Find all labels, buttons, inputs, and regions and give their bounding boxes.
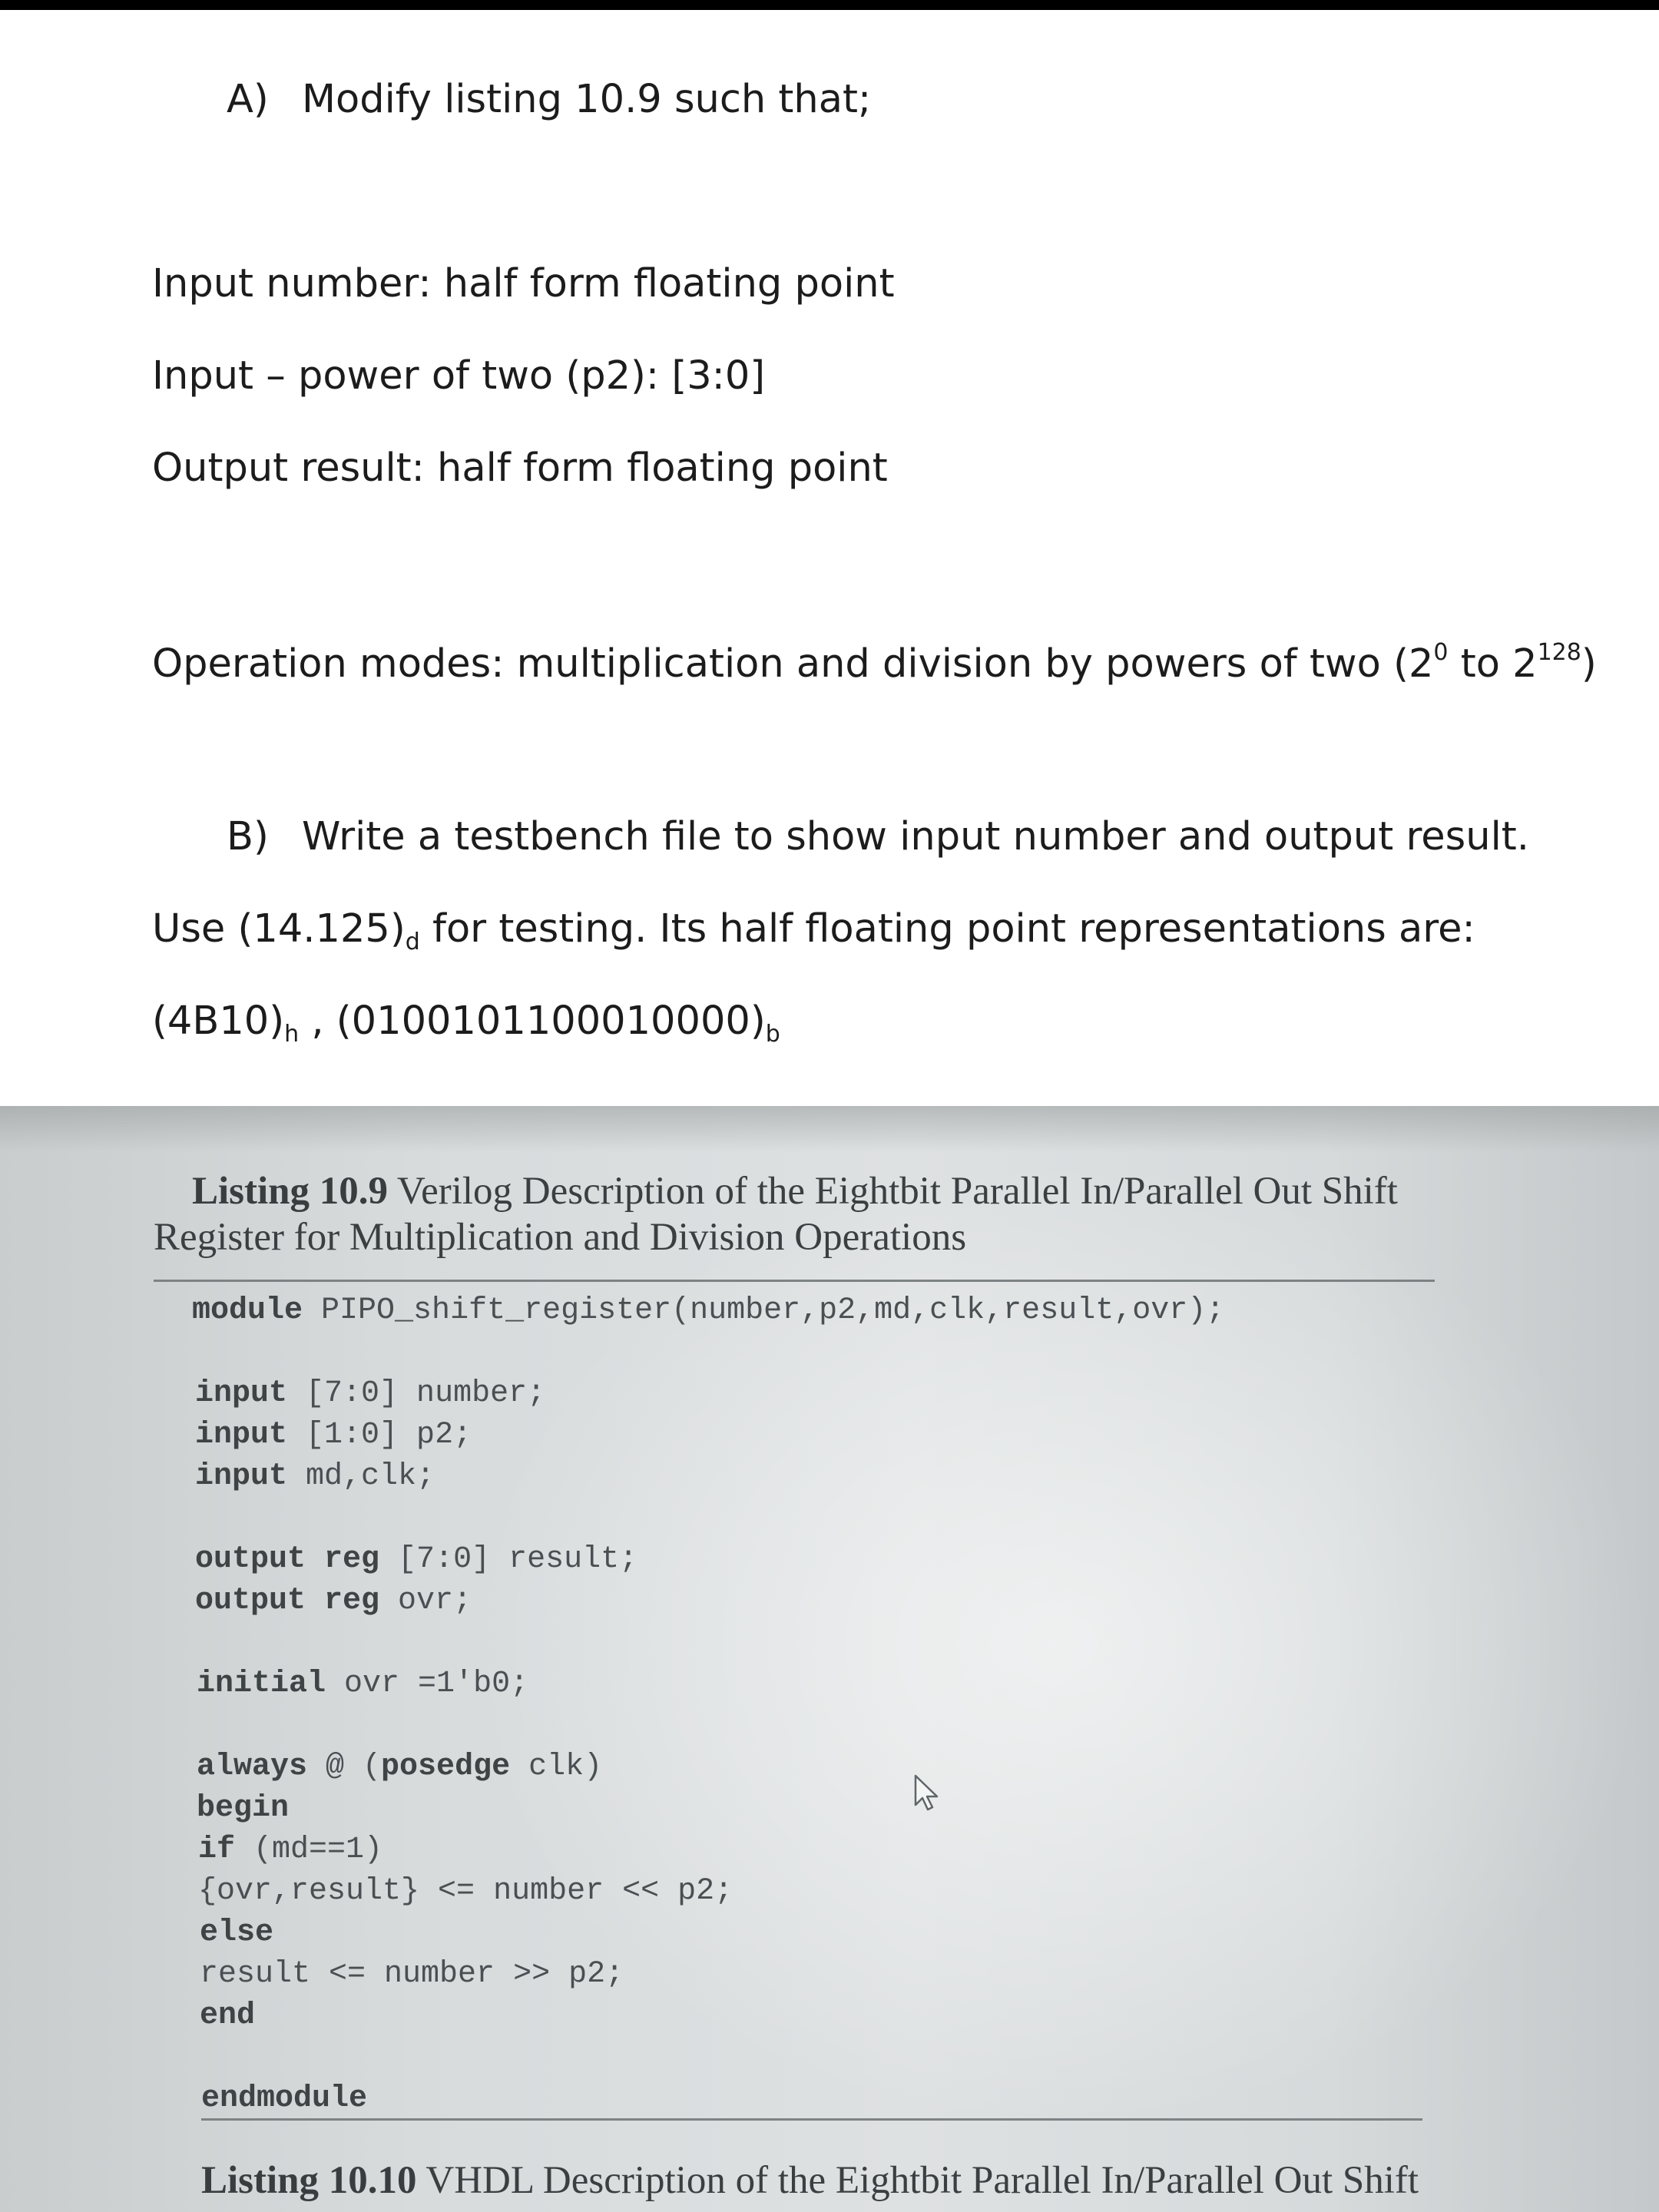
use-value-sub: d [405, 929, 420, 955]
repr-hex-sub: h [284, 1021, 300, 1048]
input-power-line: Input – power of two (p2): [3:0] [152, 353, 766, 399]
operation-modes-middle: to 2 [1448, 641, 1538, 687]
input-p2-decl: [1:0] p2; [287, 1418, 472, 1452]
repr-bin-sub: b [765, 1021, 780, 1048]
part-b-label: B) [227, 814, 269, 859]
part-a-label: A) [227, 77, 269, 122]
next-listing-caption-text: VHDL Description of the Eightbit Parallel In/Parallel Out Shift [416, 2159, 1419, 2202]
keyword-module: module [192, 1293, 303, 1328]
representation-line [152, 998, 780, 1058]
part-a-text: Modify listing 10.9 such that; [302, 77, 872, 122]
keyword-output-reg: output reg [195, 1584, 380, 1618]
operation-modes-exp2: 128 [1537, 639, 1581, 666]
use-value-prefix: Use (14.125) [152, 906, 406, 952]
keyword-posedge: posedge [381, 1750, 511, 1784]
keyword-initial: initial [197, 1667, 326, 1701]
code-line-else [200, 1912, 273, 1954]
input-md-clk-decl: md,clk; [287, 1459, 435, 1494]
output-result-decl: [7:0] result; [379, 1542, 638, 1577]
code-line-input-number [195, 1373, 545, 1415]
next-listing-caption-number: Listing 10.10 [201, 2159, 417, 2202]
operation-modes-suffix: ) [1581, 641, 1597, 687]
keyword-end: end [200, 1998, 256, 2033]
top-border [0, 0, 1659, 10]
operation-modes-exp1: 0 [1433, 639, 1449, 666]
part-b-heading [227, 814, 1529, 860]
input-number-line: Input number: half form floating point [152, 261, 895, 306]
operation-modes-prefix: Operation modes: multiplication and division by powers of two (2 [152, 641, 1434, 687]
code-line-output-result [195, 1539, 637, 1581]
code-line-output-ovr [195, 1581, 472, 1622]
code-line-input-md-clk [195, 1456, 435, 1498]
listing-caption-number: Listing 10.9 [192, 1170, 389, 1213]
repr-hex: (4B10) [152, 998, 285, 1044]
keyword-input: input [195, 1459, 288, 1494]
listing-photo [0, 1106, 1659, 2212]
output-result-line: Output result: half form floating point [152, 445, 888, 491]
if-condition: (md==1) [235, 1833, 383, 1867]
part-a-heading [227, 77, 871, 123]
part-b-text: Write a testbench file to show input number and output result. [302, 814, 1529, 859]
listing-caption-line2: Register for Multiplication and Division Operations [154, 1216, 967, 1259]
always-sensitivity-open: @ ( [307, 1750, 382, 1784]
input-number-decl: [7:0] number; [287, 1376, 546, 1411]
operation-modes-line [152, 630, 1597, 687]
keyword-output-reg: output reg [195, 1542, 380, 1577]
code-line-input-p2 [195, 1415, 472, 1456]
mouse-pointer-icon [912, 1773, 943, 1813]
keyword-always: always [197, 1750, 308, 1784]
keyword-input: input [195, 1418, 288, 1452]
code-line-endmodule [201, 2078, 367, 2120]
keyword-endmodule: endmodule [201, 2081, 368, 2116]
repr-bin: (0100101100010000) [336, 998, 766, 1044]
code-line-module [192, 1290, 1224, 1332]
module-declaration: PIPO_shift_register(number,p2,md,clk,result,ovr); [303, 1293, 1225, 1328]
code-line-end [200, 1995, 255, 2037]
listing-caption-line1 [192, 1169, 1398, 1214]
code-line-initial [197, 1664, 528, 1705]
code-line-shift-right: result <= number >> p2; [200, 1957, 624, 1992]
use-value-line [152, 906, 1475, 965]
repr-sep: , [299, 998, 336, 1044]
caption-divider [154, 1280, 1435, 1282]
next-listing-caption [201, 2158, 1419, 2203]
keyword-if: if [198, 1833, 236, 1867]
keyword-input: input [195, 1376, 288, 1411]
keyword-begin: begin [197, 1791, 290, 1826]
code-line-if [198, 1830, 382, 1871]
initial-statement: ovr =1'b0; [326, 1667, 529, 1701]
code-line-begin [197, 1788, 289, 1830]
keyword-else: else [200, 1916, 274, 1950]
code-line-always [197, 1747, 602, 1788]
listing-end-divider [201, 2118, 1422, 2121]
always-sensitivity-close: clk) [510, 1750, 603, 1784]
use-value-suffix: for testing. Its half floating point representations are: [419, 906, 1475, 952]
listing-caption-text: Verilog Description of the Eightbit Parallel In/Parallel Out Shift [388, 1170, 1398, 1213]
output-ovr-decl: ovr; [379, 1584, 472, 1618]
code-line-shift-left: {ovr,result} <= number << p2; [198, 1874, 733, 1909]
